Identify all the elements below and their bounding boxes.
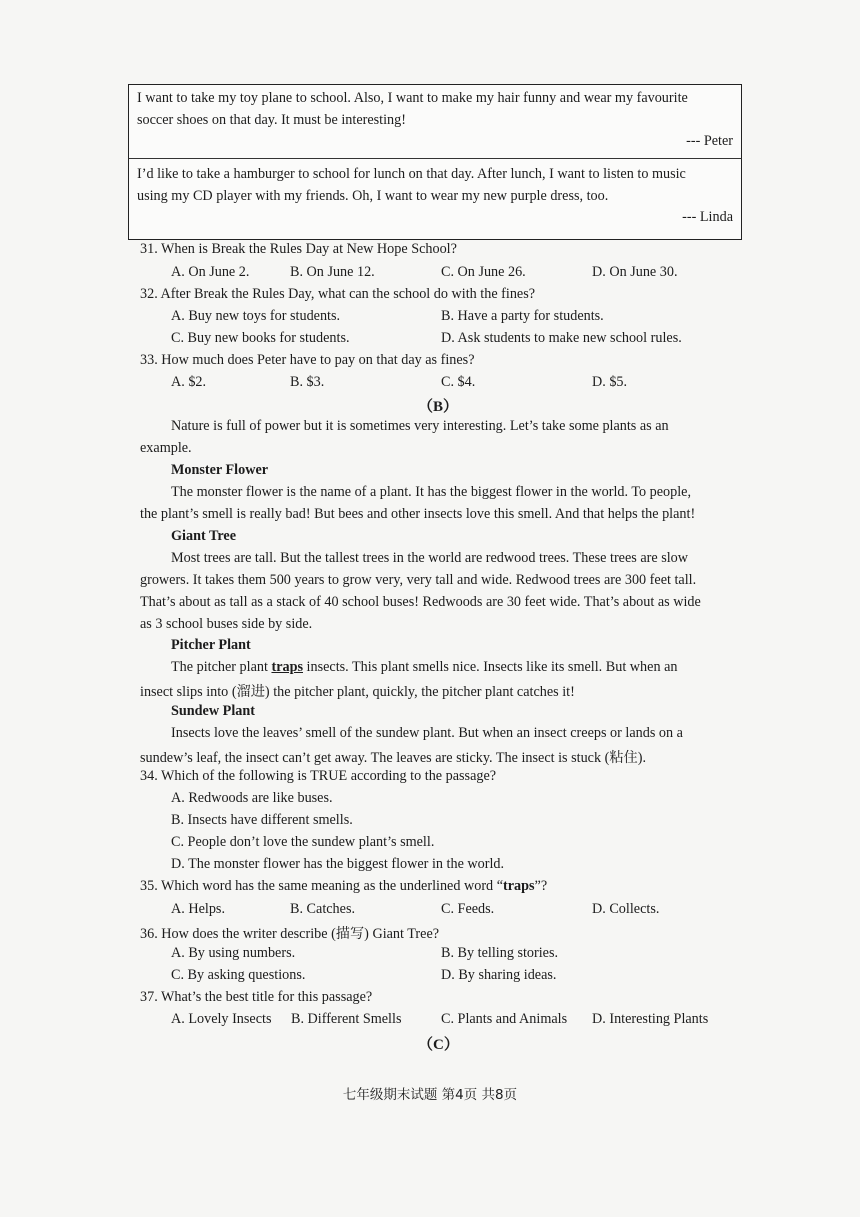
letter-box-peter [128,84,742,160]
q36-stem: 36. How does the writer describe (描写) Giant Tree? [140,926,440,942]
peter-line-1: I want to take my toy plane to school. Also, I want to make my hair funny and wear my favourite [137,90,688,106]
peter-line-2: soccer shoes on that day. It must be interesting! [137,112,406,128]
q31-option-d: D. On June 30. [592,264,678,280]
giant-line-3: That’s about as tall as a stack of 40 school buses! Redwoods are 30 feet wide. That’s about as wide [140,594,701,610]
monster-line-1: The monster flower is the name of a plant. It has the biggest flower in the world. To people, [171,484,691,500]
underlined-word-traps: traps [271,659,303,675]
q36-option-c: C. By asking questions. [171,967,306,983]
q35-option-c: C. Feeds. [441,901,495,917]
letter-box-linda [128,158,742,240]
q31-option-c: C. On June 26. [441,264,526,280]
q36-option-d: D. By sharing ideas. [441,967,557,983]
q37-stem: 37. What’s the best title for this passage? [140,989,373,1005]
q33-stem: 33. How much does Peter have to pay on that day as fines? [140,352,475,368]
giant-line-2: growers. It takes them 500 years to grow very, very tall and wide. Redwood trees are 300 feet tall. [140,572,697,588]
q35-stem-a: 35. Which word has the same meaning as the underlined word “ [140,878,503,894]
q37-option-a: A. Lovely Insects [171,1011,272,1027]
sundew-plant-heading: Sundew Plant [171,703,255,719]
q35-option-a: A. Helps. [171,901,225,917]
q32-option-c: C. Buy new books for students. [171,330,350,346]
intro-line-1: Nature is full of power but it is sometimes very interesting. Let’s take some plants as an [171,418,669,434]
sundew-line-2: sundew’s leaf, the insect can’t get away. The leaves are sticky. The insect is stuck (粘住). [140,750,646,766]
section-c-heading: （C） [418,1037,459,1053]
q32-option-d: D. Ask students to make new school rules. [441,330,682,346]
sundew-line-1: Insects love the leaves’ smell of the sundew plant. But when an insect creeps or lands on a [171,725,683,741]
pitcher-plant-heading: Pitcher Plant [171,637,251,653]
q31-option-a: A. On June 2. [171,264,250,280]
section-b-heading: （B） [418,399,459,415]
giant-tree-heading: Giant Tree [171,528,237,544]
q34-option-a: A. Redwoods are like buses. [171,790,333,806]
q33-option-a: A. $2. [171,374,207,390]
pitcher-text-a: The pitcher plant [171,659,272,675]
q34-option-c: C. People don’t love the sundew plant’s smell. [171,834,435,850]
giant-line-4: as 3 school buses side by side. [140,616,313,632]
pitcher-line-2: insect slips into (溜进) the pitcher plant, quickly, the pitcher plant catches it! [140,684,575,700]
q33-option-d: D. $5. [592,374,628,390]
q31-stem: 31. When is Break the Rules Day at New Hope School? [140,241,457,257]
q35-stem-word: traps [503,878,535,894]
q35-option-d: D. Collects. [592,901,660,917]
q34-option-d: D. The monster flower has the biggest flower in the world. [171,856,505,872]
q36-option-b: B. By telling stories. [441,945,559,961]
intro-line-2: example. [140,440,192,456]
pitcher-text-b: insects. This plant smells nice. Insects like its smell. But when an [303,659,678,675]
pitcher-line-1 [171,659,677,676]
q37-option-c: C. Plants and Animals [441,1011,568,1027]
linda-signature: --- Linda [682,209,733,225]
q33-option-c: C. $4. [441,374,476,390]
linda-line-1: I’d like to take a hamburger to school for lunch on that day. After lunch, I want to listen to music [137,166,686,182]
giant-line-1: Most trees are tall. But the tallest trees in the world are redwood trees. These trees are slow [171,550,689,566]
q32-option-b: B. Have a party for students. [441,308,604,324]
q35-stem [140,878,547,895]
q37-option-b: B. Different Smells [291,1011,402,1027]
q34-stem: 34. Which of the following is TRUE according to the passage? [140,768,497,784]
q32-option-a: A. Buy new toys for students. [171,308,341,324]
q31-option-b: B. On June 12. [290,264,375,280]
q35-option-b: B. Catches. [290,901,356,917]
monster-line-2: the plant’s smell is really bad! But bees and other insects love this smell. And that helps the plant! [140,506,696,522]
q34-option-b: B. Insects have different smells. [171,812,353,828]
linda-line-2: using my CD player with my friends. Oh, I want to wear my new purple dress, too. [137,188,609,204]
monster-flower-heading: Monster Flower [171,462,269,478]
q35-stem-b: ”? [534,878,548,894]
peter-signature: --- Peter [686,133,733,149]
q32-stem: 32. After Break the Rules Day, what can the school do with the fines? [140,286,536,302]
q37-option-d: D. Interesting Plants [592,1011,709,1027]
q33-option-b: B. $3. [290,374,325,390]
q36-option-a: A. By using numbers. [171,945,296,961]
page-footer: 七年级期末试题 第4页 共8页 [342,1087,518,1103]
